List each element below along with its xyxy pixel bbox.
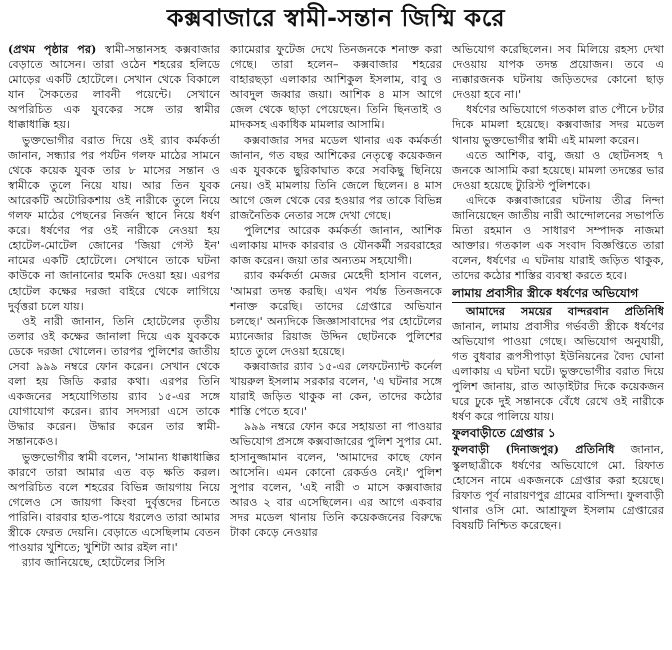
paragraph: ওই নারী জানান, তিনি হোটেলের তৃতীয় তলার ওই কক্ষের জানালা দিয়ে এক যুবককে ডেকে দরজা খোলেন। তারপর পুলিশের জাতীয় সেবা ৯৯৯ নম্বরে ফোন করেন। সেখান থেকে বলা হয় জিডি করার কথা। এরপর তিনি একজনের সহযোগিতায় র‌্যাব ১৫-এর সঙ্গে যোগাযোগ করেন। র‌্যাব সদস্যরা এসে তাকে উদ্ধার করেন। উদ্ধার করেন তার স্বামী-সন্তানকেও।	[8, 314, 220, 449]
headline-wrap	[0, 0, 672, 40]
column-3	[452, 42, 664, 646]
paragraph: ৯৯৯ নম্বরে ফোন করে সহায়তা না পাওয়ার অভিযোগ প্রসঙ্গে কক্সবাজারের পুলিশ সুপার মো. হাসানুজ্জামান বলেন, 'আমাদের কাছে ফোন আসেনি। এমন কোনো রেকর্ডও নেই।' পুলিশ সুপার বলেন, 'এই নারী ৩ মাসে কক্সবাজার আরও ২ বার এসেছিলেন। এর আগে একবার সদর মডেল থানায় তিনি কয়েকজনের বিরুদ্ধে টাকা কেড়ে নেওয়ার	[230, 420, 442, 539]
paragraph	[452, 304, 664, 425]
paragraph: এতে আশিক, বাবু, জয়া ও ছোটনসহ ৭ জনকে আসামি করা হয়েছে। মামলা তদন্তের ভার দেওয়া হয়েছে ট্যুরিস্ট পুলিশকে।	[452, 148, 664, 192]
paragraph: র‌্যাব জানিয়েছে, হোটেলের সিসি	[22, 556, 166, 570]
byline: আমাদের সময়ের বান্দরবান প্রতিনিধি	[466, 303, 664, 318]
paragraph	[8, 42, 220, 133]
subheading: লামায় প্রবাসীর স্ত্রীকে ধর্ষণের অভিযোগ	[452, 286, 664, 303]
paragraph: পুলিশের আরেক কর্মকর্তা জানান, আশিক এলাকায় মাদক কারবার ও যৌনকর্মী সরবরাহের কাজ করেন। জয়া তার অন্যতম সহযোগী।	[230, 224, 442, 268]
continuation-label: (প্রথম পৃষ্ঠার পর)	[8, 42, 97, 56]
column-2	[230, 42, 442, 646]
paragraph	[452, 442, 664, 533]
column-1	[8, 42, 220, 646]
paragraph: অভিযোগ করেছিলেন। সব মিলিয়ে রহস্য দেখা দেওয়ায় যাপক তদন্ত প্রয়োজন। তবে এ ন্যক্কারজনক ঘটনায় জড়িতদের কোনো ছাড় দেওয়া হবে না।'	[452, 43, 664, 102]
paragraph: ভুক্তভোগীর বরাত দিয়ে ওই র‌্যাব কর্মকর্তা জানান, সন্ধ্যার পর পর্যটন গলফ মাঠের সামনে থেকে কয়েক যুবক তার ৮ মাসের সন্তান ও স্বামীকে তুলে নিয়ে যায়। আর তিন যুবক আরেকটি অটোরিকশায় ওই নারীকে তুলে নিয়ে গলফ মাঠের পেছনের নির্জন স্থানে নিয়ে ধর্ষণ করে। ধর্ষণের পর ওই নারীকে নেওয়া হয় হোটেল-মোটেল জোনের 'জিয়া গেস্ট ইন' নামের একটি হোটেলে। সেখানে তাকে ঘটনা কাউকে না জানানোর হুমকি দেওয়া হয়। এরপর হোটেল কক্ষের দরজা বাইরে থেকে লাগিয়ে দুর্বৃত্তরা চলে যায়।	[8, 133, 220, 313]
paragraph-text: জানান, লামায় প্রবাসীর গর্ভবতী স্ত্রীকে ধর্ষণের অভিযোগ পাওয়া গেছে। অভিযোগ অনুযায়ী, গত বুধবার রূপসীপাড়া ইউনিয়নের বৈদ্য ঘোনা এলাকায় এ ঘটনা ঘটে। ভুক্তভোগীর বরাত দিয়ে পুলিশ জানায়, রাত আড়াইটার দিকে কয়েকজন ঘরে ঢুকে দুই সন্তানকে বেঁধে রেখে ওই নারীকে ধর্ষণ করে পালিয়ে যায়।	[452, 319, 664, 424]
paragraph: ক্যামেরার ফুটেজ দেখে তিনজনকে শনাক্ত করা গেছে। তারা হলেন– কক্সবাজার শহরের বাহারছড়া এলাকার আশিকুল ইসলাম, বাবু ও আবদুল জব্বার জয়া। আশিক ৪ মাস আগে জেল থেকে ছাড়া পেয়েছেন। তিনি ছিনতাই ও মাদকসহ একাধিক মামলার আসামি।	[230, 43, 442, 132]
paragraph-text: স্বামী-সন্তানসহ কক্সবাজার বেড়াতে আসেন। তারা ওঠেন শহরের হলিডে মোড়ের একটি হোটেলে। সেখান থেকে বিকালে যান সৈকতের লাবনী পয়েন্টে। সেখানে অপরিচিত এক যুবকের সঙ্গে তার স্বামীর ধাক্কাধাক্কি হয়।	[8, 43, 220, 132]
paragraph-text: জানান, স্কুলছাত্রীকে ধর্ষণের অভিযোগে মো. রিফাত হোসেন নামে একজনকে গ্রেপ্তার করা হয়েছে। রিফাত পূর্ব নারায়ণপুর গ্রামের বাসিন্দা। ফুলবাড়ী থানার ওসি মো. আশ্রাফুল ইসলাম গ্রেপ্তারের বিষয়টি নিশ্চিত করেছেন।	[452, 443, 664, 532]
paragraph: ধর্ষণের অভিযোগে গতকাল রাত পৌনে ৮টার দিকে মামলা হয়েছে। কক্সবাজার সদর মডেল থানায় ভুক্তভোগীর স্বামী এই মামলা করেন।	[452, 103, 664, 147]
paragraph: র‌্যাব কর্মকর্তা মেজর মেহেদী হাসান বলেন, 'আমরা তদন্ত করছি। এখন পর্যন্ত তিনজনকে শনাক্ত করেছি। তাদের গ্রেপ্তারে অভিযান চলছে।' অন্যদিকে জিজ্ঞাসাবাদের পর হোটেলের ম্যানেজার রিয়াজ উদ্দিন ছোটনকে পুলিশের হাতে তুলে দেওয়া হয়েছে।	[230, 269, 442, 358]
article-columns	[8, 42, 664, 646]
headline: কক্সবাজারে স্বামী-সন্তান জিম্মি করে	[166, 4, 506, 32]
subheading: ফুলবাড়ীতে গ্রেপ্তার ১	[452, 426, 556, 441]
paragraph: কক্সবাজার র‌্যাব ১৫-এর লেফটেন্যান্ট কর্নেল খায়রুল ইসলাম সরকার বলেন, 'এ ঘটনার সঙ্গে যারাই জড়িত থাকুক না কেন, তাদের কঠোর শাস্তি পেতে হবে।'	[230, 359, 442, 419]
paragraph: কক্সবাজার সদর মডেল থানার এক কর্মকর্তা জানান, গত বছর আশিকের নেতৃত্বে কয়েকজন এক যুবককে ছুরিকাঘাত করে সবকিছু ছিনিয়ে নেয়। ওই মামলায় তিনি জেলে ছিলেন। ৪ মাস আগে জেল থেকে বের হওয়ার পর তাকে বিভিন্ন রাজনৈতিক নেতার সঙ্গে দেখা গেছে।	[230, 133, 442, 223]
paragraph: ভুক্তভোগীর স্বামী বলেন, 'সামান্য ধাক্কাধাক্কির কারণে তারা আমার এত বড় ক্ষতি করল। অপরিচিত বলে শহরের বিভিন্ন জায়গায় নিয়ে গেলেও সে জায়গা কিংবা দুর্বৃত্তদের চিনতে পারিনি। বারবার হাত-পায়ে ধরলেও তারা আমার স্ত্রীকে ফেরত দেয়নি। বেড়াতে এসেছিলাম বেতন পাওয়ার খুশিতে; খুশিটা আর রইল না।'	[8, 450, 220, 555]
byline: ফুলবাড়ী (দিনাজপুর) প্রতিনিধি	[452, 442, 615, 457]
paragraph: এদিকে কক্সবাজারের ঘটনায় তীব্র নিন্দা জানিয়েছেন জাতীয় নারী আন্দোলনের সভাপতি মিতা রহমান ও সাধারণ সম্পাদক নাজমা আক্তার। গতকাল এক সংবাদ বিজ্ঞপ্তিতে তারা বলেন, ধর্ষণের এ ঘটনায় যারাই জড়িত থাকুক, তাদের কঠোর শাস্তির ব্যবস্থা করতে হবে।	[452, 193, 664, 283]
